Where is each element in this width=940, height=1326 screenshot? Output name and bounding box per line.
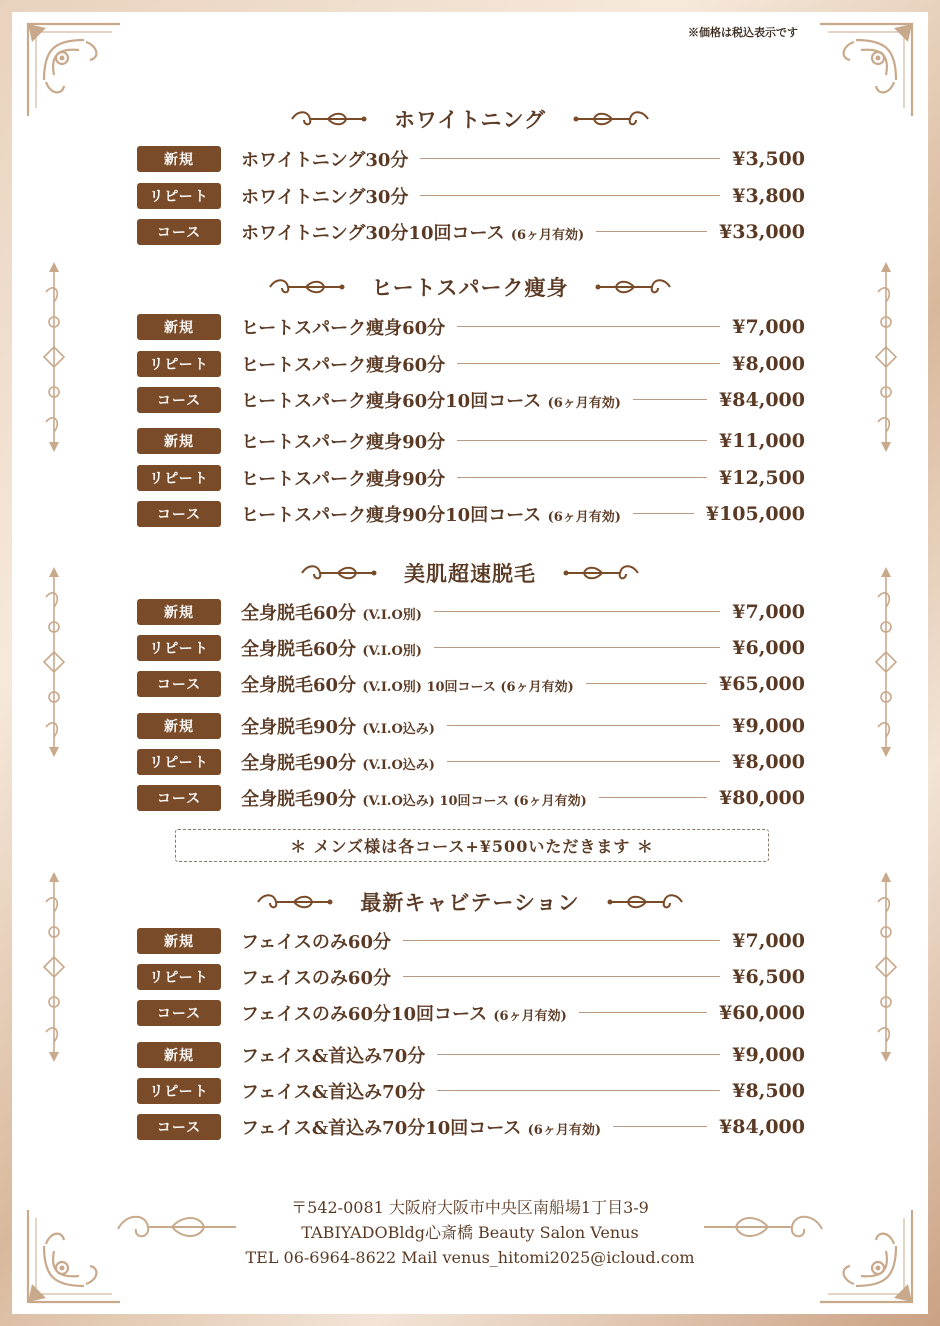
leader-line [596,231,707,232]
item-name: 全身脱毛90分 (V.I.O込み) [241,752,435,774]
leader-line [447,761,720,762]
item-name: 全身脱毛60分 (V.I.O別) [241,602,422,624]
footer-building: TABIYADOBldg心斎橋 Beauty Salon Venus [301,1223,639,1242]
badge-new: 新規 [137,314,221,340]
menu-row [137,464,805,491]
badge-new: 新規 [137,599,221,625]
section-title-text: 美肌超速脱毛 [404,561,536,586]
badge-course: コース [137,501,221,527]
menu-row [137,313,805,340]
badge-new: 新規 [137,1042,221,1068]
menu-row [137,634,805,661]
badge-course: コース [137,387,221,413]
item-name: ヒートスパーク痩身60分 [241,317,446,339]
badge-new: 新規 [137,428,221,454]
leader-line [613,1126,707,1127]
section-title-heatspark [12,272,928,303]
side-ornament-icon [872,567,900,757]
item-name: ホワイトニング30分 [241,149,409,171]
item-price: ¥9,000 [732,1043,805,1066]
item-price: ¥3,800 [732,184,805,207]
section-title-whitening [12,104,928,135]
leader-line [633,399,707,400]
flourish-left-icon [298,562,378,584]
item-price: ¥8,000 [732,750,805,773]
item-price: ¥84,000 [719,1115,805,1138]
leader-line [579,1012,707,1013]
menu-row [137,784,805,811]
item-name: フェイス&首込み70分10回コース (6ヶ月有効) [241,1117,602,1139]
menu-row [137,748,805,775]
item-name: フェイス&首込み70分 [241,1045,426,1067]
item-name: フェイスのみ60分10回コース (6ヶ月有効) [241,1003,567,1025]
flourish-right-icon [606,891,686,913]
badge-repeat: リピート [137,1078,221,1104]
leader-line [434,611,720,612]
item-price: ¥84,000 [719,388,805,411]
leader-line [447,725,720,726]
menu-row [137,427,805,454]
badge-repeat: リピート [137,183,221,209]
badge-course: コース [137,671,221,697]
flourish-left-icon [254,891,334,913]
item-name: 全身脱毛60分 (V.I.O別) 10回コース (6ヶ月有効) [241,674,574,696]
badge-repeat: リピート [137,465,221,491]
item-name: ヒートスパーク痩身90分 [241,431,446,453]
badge-repeat: リピート [137,964,221,990]
badge-new: 新規 [137,713,221,739]
menu-row [137,670,805,697]
badge-course: コース [137,219,221,245]
menu-row [137,963,805,990]
item-price: ¥8,000 [732,352,805,375]
item-price: ¥7,000 [732,929,805,952]
menu-page [12,12,928,1314]
section-title-cavitation [12,887,928,918]
item-name: 全身脱毛60分 (V.I.O別) [241,638,422,660]
menu-row [137,218,805,245]
flourish-left-icon [288,108,368,130]
flourish-right-icon [572,108,652,130]
section-title-text: 最新キャビテーション [360,890,580,915]
item-price: ¥12,500 [719,466,805,489]
item-name: フェイスのみ60分 [241,967,391,989]
leader-line [457,326,720,327]
item-price: ¥11,000 [719,429,805,452]
menu-row [137,927,805,954]
footer-address: 〒542-0081 大阪府大阪市中央区南船場1丁目3-9 [291,1198,649,1217]
item-price: ¥6,500 [732,965,805,988]
section-title-hair-removal [12,558,928,589]
leader-line [586,683,707,684]
menu-row [137,712,805,739]
badge-new: 新規 [137,146,221,172]
menu-row [137,1113,805,1140]
badge-repeat: リピート [137,351,221,377]
item-price: ¥9,000 [732,714,805,737]
flourish-right-icon [562,562,642,584]
flourish-right-icon [594,276,674,298]
leader-line [457,440,707,441]
item-name: ヒートスパーク痩身90分10回コース (6ヶ月有効) [241,504,621,526]
badge-course: コース [137,785,221,811]
menu-row [137,999,805,1026]
item-name: ホワイトニング30分 [241,186,409,208]
badge-new: 新規 [137,928,221,954]
item-price: ¥33,000 [719,220,805,243]
tax-note: ※価格は税込表示です [688,26,798,39]
leader-line [457,363,720,364]
flourish-left-icon [266,276,346,298]
leader-line [434,647,720,648]
item-name: ホワイトニング30分10回コース (6ヶ月有効) [241,222,585,244]
item-name: フェイスのみ60分 [241,931,391,953]
leader-line [437,1054,720,1055]
item-name: フェイス&首込み70分 [241,1081,426,1103]
leader-line [403,976,720,977]
menu-row [137,145,805,172]
item-name: 全身脱毛90分 (V.I.O込み) [241,716,435,738]
badge-course: コース [137,1114,221,1140]
item-name: 全身脱毛90分 (V.I.O込み) 10回コース (6ヶ月有効) [241,788,587,810]
item-price: ¥60,000 [719,1001,805,1024]
badge-repeat: リピート [137,635,221,661]
item-name: ヒートスパーク痩身90分 [241,468,446,490]
item-name: ヒートスパーク痩身60分10回コース (6ヶ月有効) [241,390,621,412]
mens-surcharge-notice: ＊ メンズ様は各コース+¥500いただきます ＊ [175,829,769,862]
item-price: ¥80,000 [719,786,805,809]
menu-row [137,182,805,209]
item-price: ¥8,500 [732,1079,805,1102]
section-title-text: ヒートスパーク痩身 [371,275,569,300]
menu-row [137,350,805,377]
footer-contact: TEL 06-6964-8622 Mail venus_hitomi2025@icloud.com [245,1248,695,1267]
menu-row [137,386,805,413]
badge-repeat: リピート [137,749,221,775]
side-ornament-icon [40,567,68,757]
leader-line [633,513,694,514]
section-title-text: ホワイトニング [393,107,547,132]
item-price: ¥7,000 [732,600,805,623]
leader-line [437,1090,720,1091]
menu-row [137,598,805,625]
leader-line [403,940,720,941]
menu-row [137,1077,805,1104]
item-price: ¥6,000 [732,636,805,659]
menu-row [137,500,805,527]
item-name: ヒートスパーク痩身60分 [241,354,446,376]
item-price: ¥3,500 [732,147,805,170]
item-price: ¥105,000 [705,502,805,525]
leader-line [420,158,720,159]
menu-row [137,1041,805,1068]
item-price: ¥7,000 [732,315,805,338]
leader-line [457,477,707,478]
badge-course: コース [137,1000,221,1026]
leader-line [599,797,707,798]
leader-line [420,195,720,196]
item-price: ¥65,000 [719,672,805,695]
